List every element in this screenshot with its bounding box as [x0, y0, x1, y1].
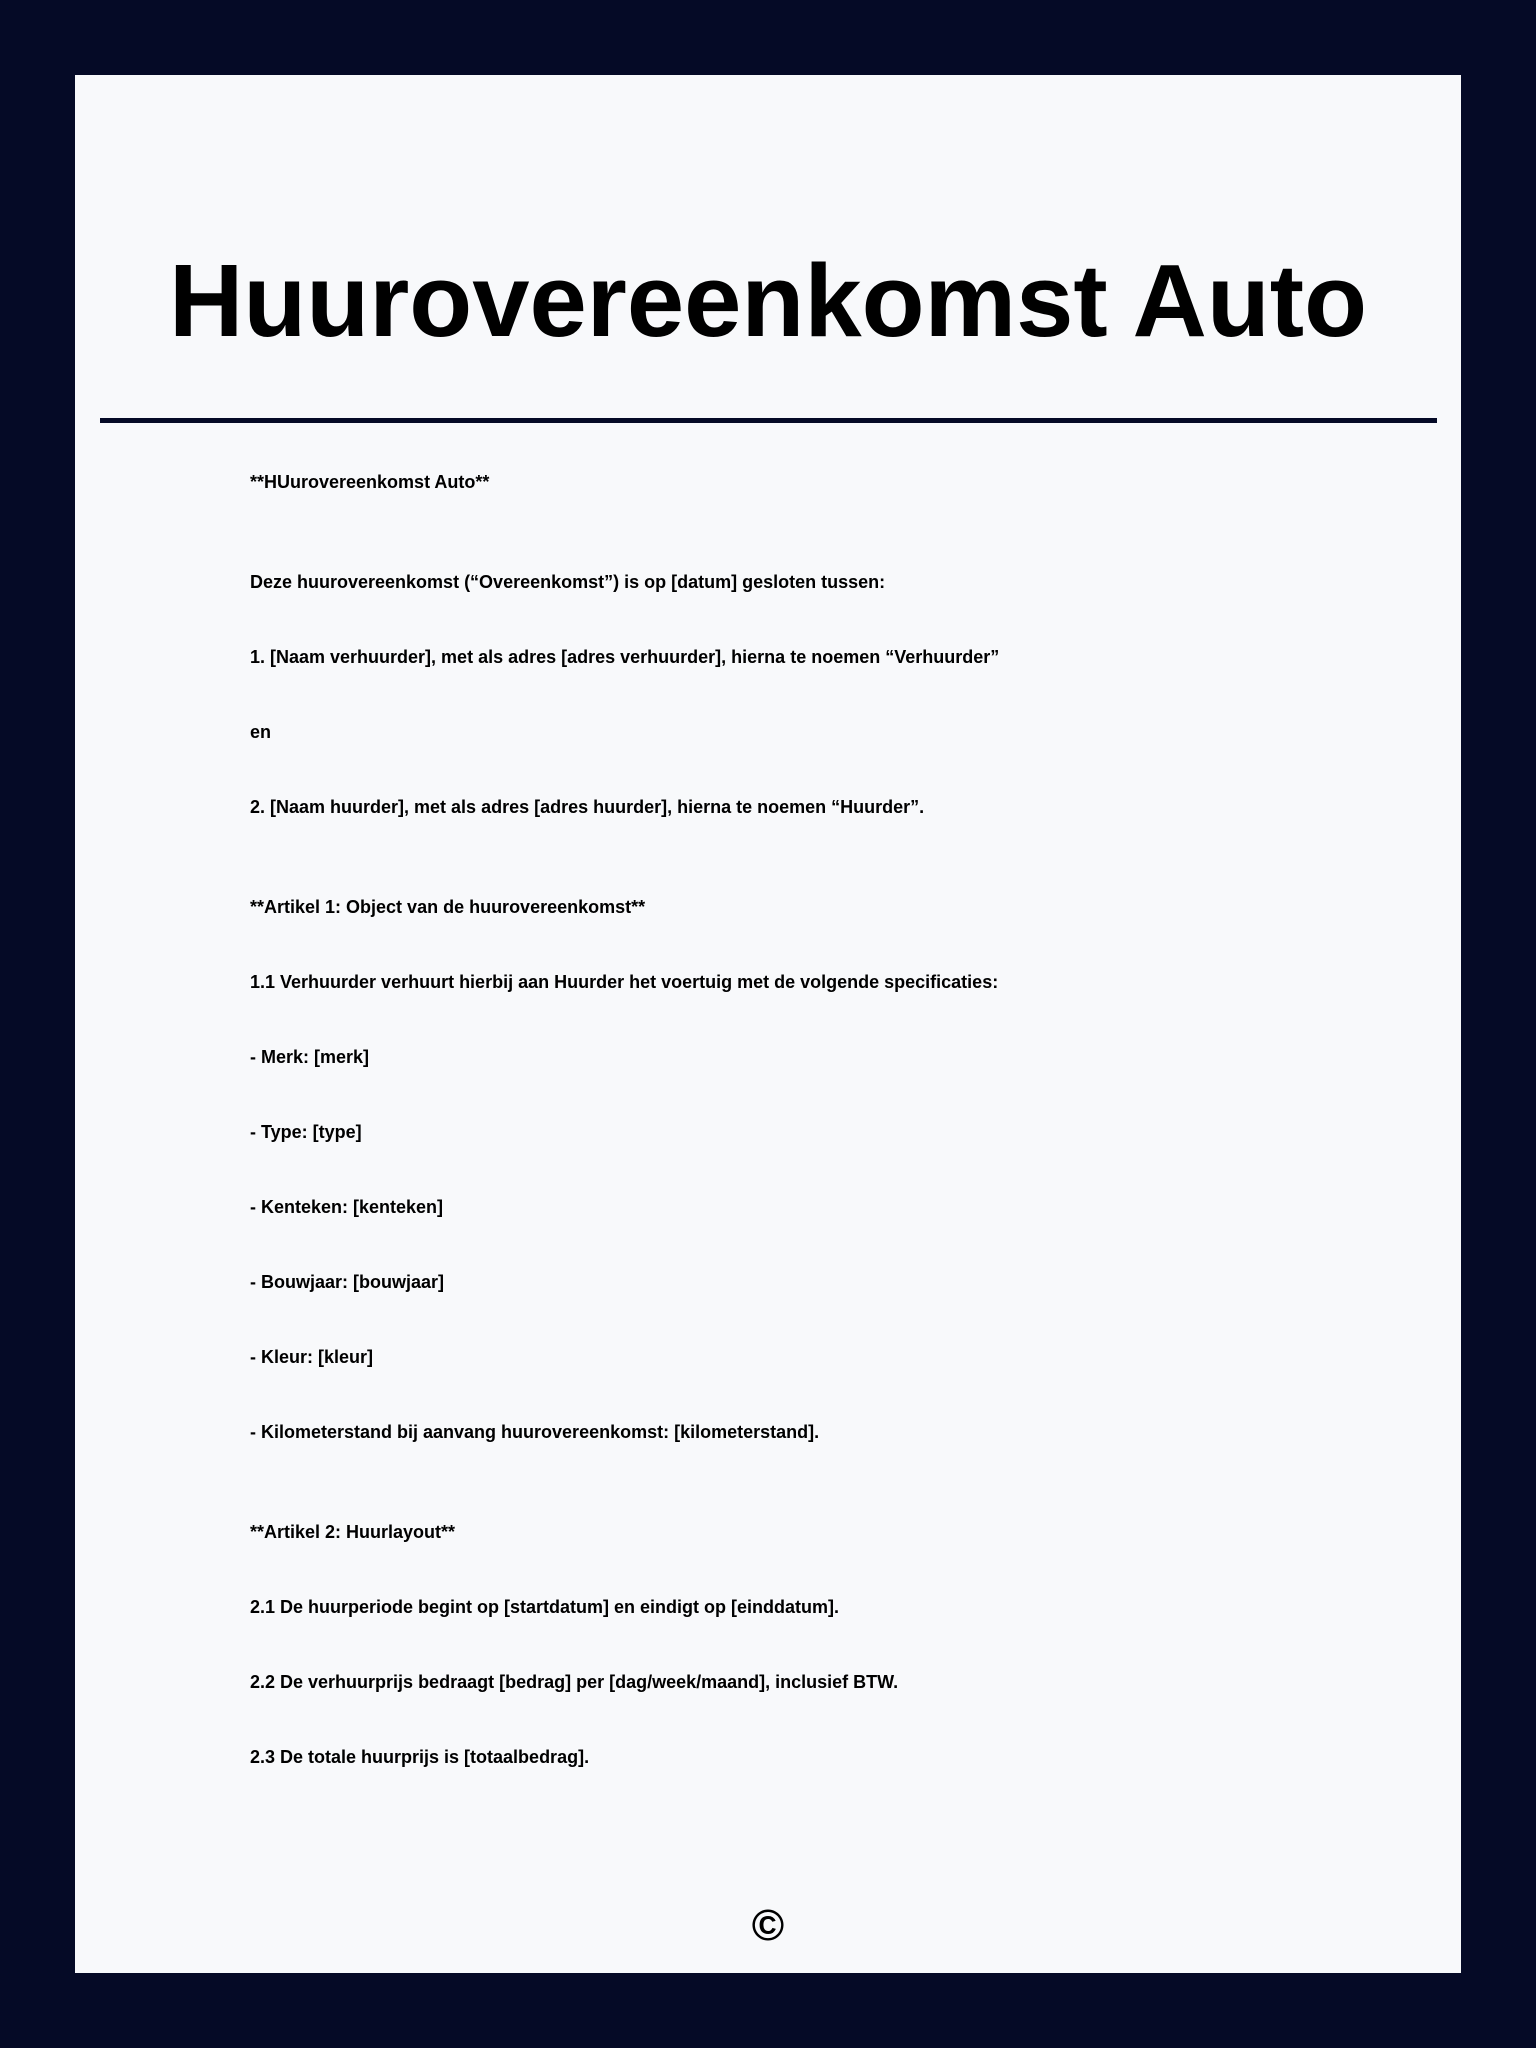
document-heading: **HUurovereenkomst Auto** [250, 472, 490, 492]
conjunction-text: en [250, 722, 272, 742]
spec-color: - Kleur: [kleur] [250, 1347, 374, 1367]
spec-mileage: - Kilometerstand bij aanvang huurovereenkomst: [kilometerstand]. [250, 1422, 820, 1442]
spec-build-year: - Bouwjaar: [bouwjaar] [250, 1272, 445, 1292]
section-spacer [250, 845, 1350, 870]
intro-paragraph: Deze huurovereenkomst (“Overeenkomst”) is op [datum] gesloten tussen: [250, 572, 886, 592]
party-landlord: 1. [Naam verhuurder], met als adres [adres verhuurder], hierna te noemen “Verhuurder” [250, 647, 1000, 667]
article-1-clause-1-1: 1.1 Verhuurder verhuurt hierbij aan Huurder het voertuig met de volgende specificaties: [250, 972, 999, 992]
document-page [75, 75, 1461, 1973]
title-divider [100, 418, 1437, 423]
section-spacer [250, 520, 1350, 545]
spec-type: - Type: [type] [250, 1122, 362, 1142]
document-title: Huurovereenkomst Auto [168, 243, 1368, 358]
article-1-heading: **Artikel 1: Object van de huurovereenkomst** [250, 897, 646, 917]
section-spacer [250, 1470, 1350, 1495]
spec-brand: - Merk: [merk] [250, 1047, 370, 1067]
article-2-clause-2-2: 2.2 De verhuurprijs bedraagt [bedrag] per [dag/week/maand], inclusief BTW. [250, 1672, 899, 1692]
document-body [250, 445, 1350, 1795]
party-tenant: 2. [Naam huurder], met als adres [adres huurder], hierna te noemen “Huurder”. [250, 797, 925, 817]
article-2-clause-2-1: 2.1 De huurperiode begint op [startdatum] en eindigt op [einddatum]. [250, 1597, 840, 1617]
article-2-heading: **Artikel 2: Huurlayout** [250, 1522, 456, 1542]
article-2-clause-2-3: 2.3 De totale huurprijs is [totaalbedrag]. [250, 1747, 590, 1767]
spec-license-plate: - Kenteken: [kenteken] [250, 1197, 444, 1217]
copyright-icon: © [751, 1901, 785, 1950]
